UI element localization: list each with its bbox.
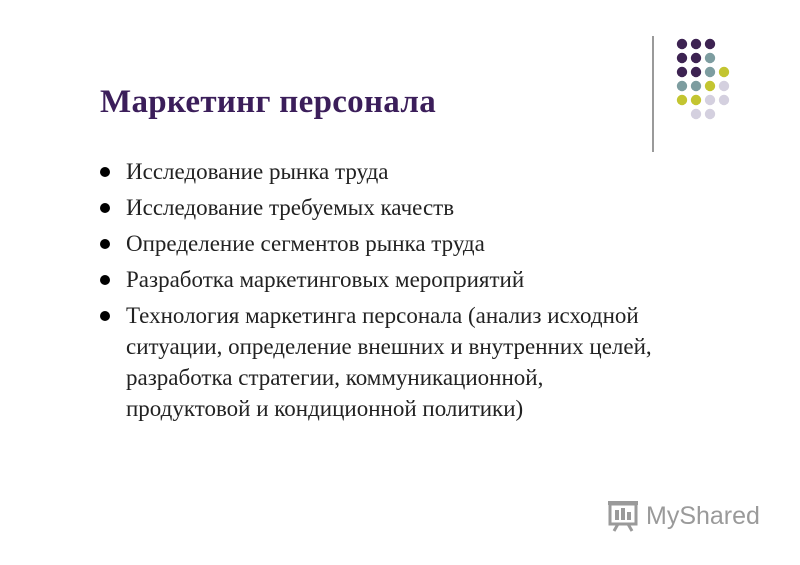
list-item <box>100 300 660 424</box>
bullet-icon <box>100 167 110 177</box>
bullet-icon <box>100 311 110 321</box>
decor-dot <box>705 67 715 77</box>
decor-dot <box>677 95 687 105</box>
bullet-icon <box>100 203 110 213</box>
decor-dot <box>691 81 701 91</box>
bullet-text: Определение сегментов рынка труда <box>126 231 485 256</box>
bullet-text: Технология маркетинга персонала (анализ исходной ситуации, определение внешних и внутренних целей, разработка стратегии, коммуникационной, продуктовой и кондиционной политики) <box>126 303 652 421</box>
watermark <box>606 500 760 532</box>
decor-dot <box>705 39 715 49</box>
bullet-text: Исследование требуемых качеств <box>126 195 455 220</box>
decor-dot <box>719 67 729 77</box>
decor-dot <box>691 95 701 105</box>
dot-grid-icon <box>652 34 752 144</box>
decor-dot <box>691 67 701 77</box>
decor-dot <box>705 81 715 91</box>
slide-title: Маркетинг персонала <box>100 84 436 120</box>
decor-dot <box>705 109 715 119</box>
bullet-text: Разработка маркетинговых мероприятий <box>126 267 525 292</box>
list-item <box>100 264 660 295</box>
bullet-icon <box>100 239 110 249</box>
list-item <box>100 192 660 223</box>
list-item <box>100 156 660 187</box>
decor-dot <box>691 109 701 119</box>
presentation-board-icon <box>606 500 640 532</box>
decor-dot <box>705 53 715 63</box>
decor-dot <box>677 81 687 91</box>
bullet-text: Исследование рынка труда <box>126 159 389 184</box>
list-item <box>100 228 660 259</box>
decor-dot <box>677 67 687 77</box>
bullet-list <box>100 156 660 429</box>
decor-dot <box>705 95 715 105</box>
bullet-icon <box>100 275 110 285</box>
decor-dot <box>677 53 687 63</box>
decor-dot <box>691 53 701 63</box>
watermark-text: MyShared <box>646 501 760 530</box>
decor-dot <box>719 81 729 91</box>
decor-dot <box>677 39 687 49</box>
decor-dot <box>691 39 701 49</box>
decor-dot <box>719 95 729 105</box>
